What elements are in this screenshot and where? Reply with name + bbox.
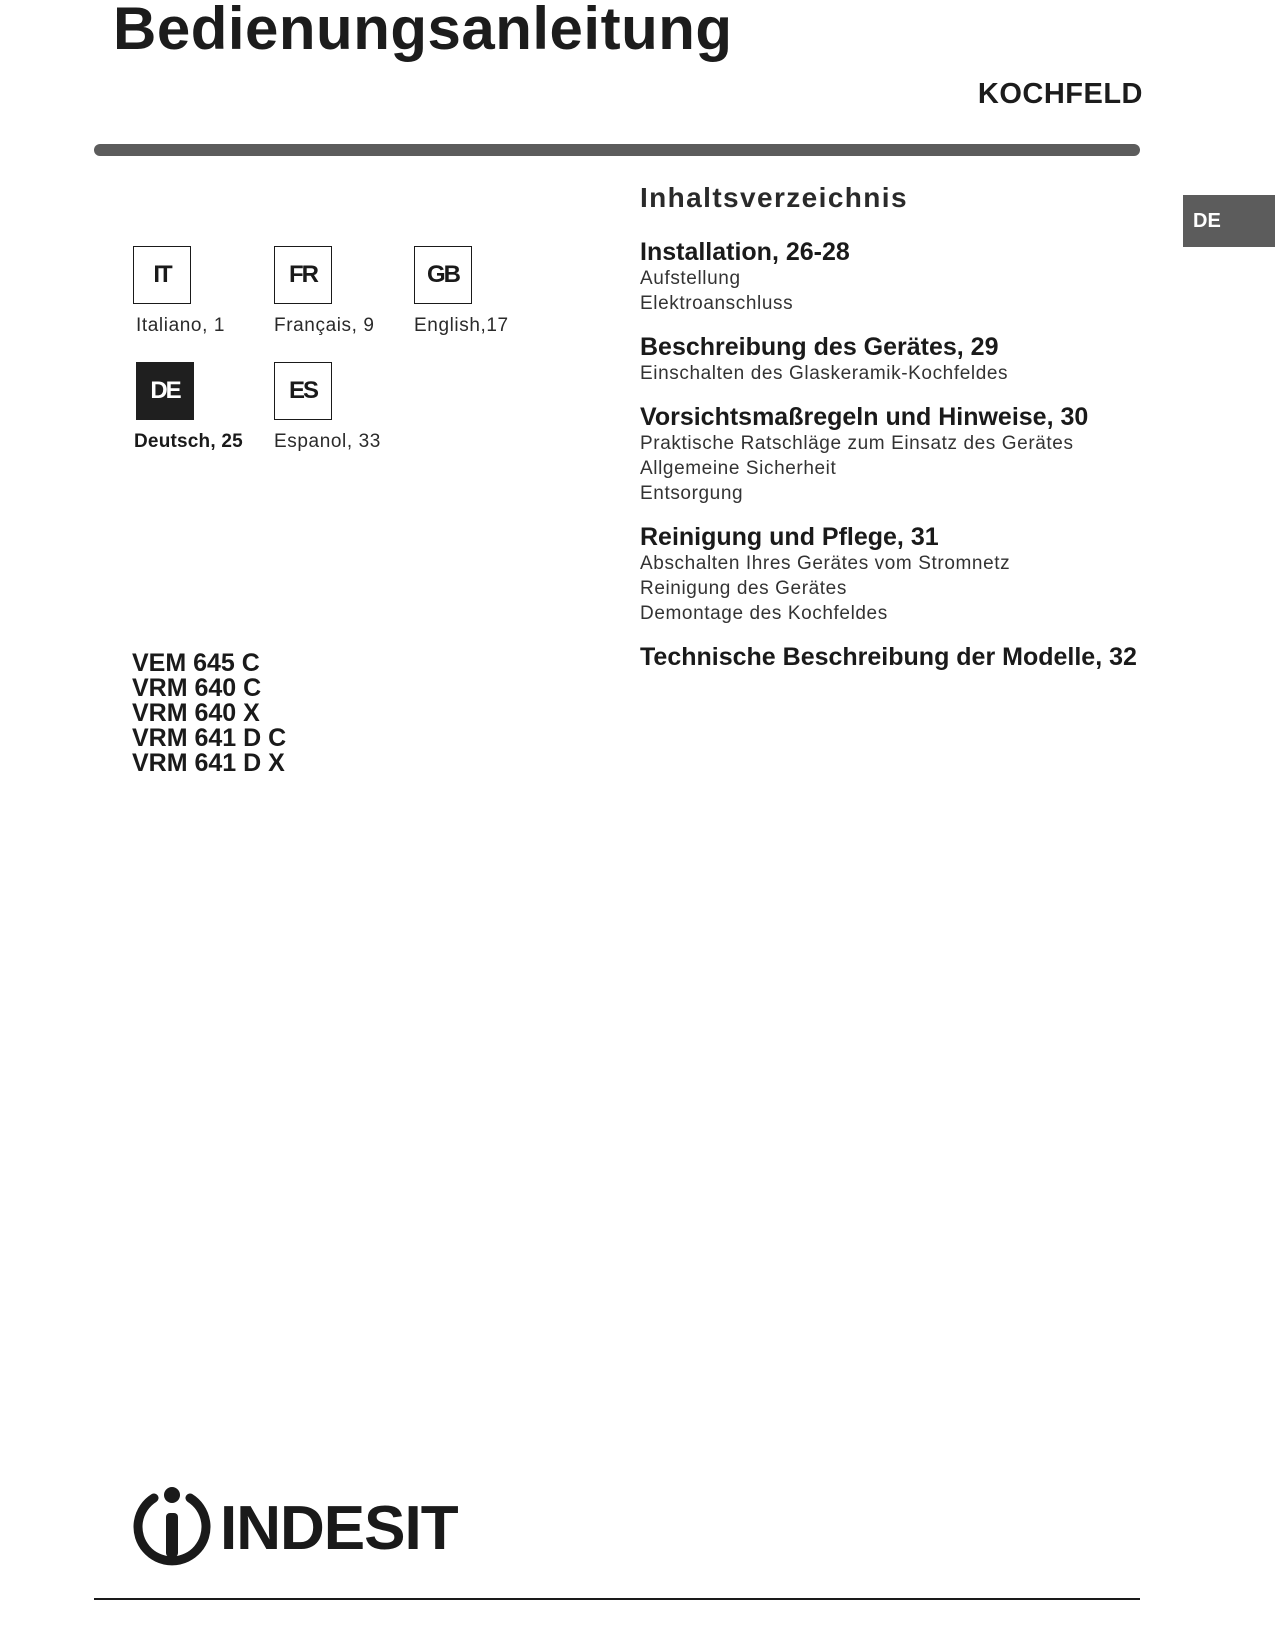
toc-subitem: Demontage des Kochfeldes [640,603,888,624]
brand-logo [130,1485,458,1571]
language-gb-button[interactable]: GB [414,246,472,304]
header-divider [94,144,1140,156]
model-name: VRM 641 D C [132,724,287,752]
toc-section-title[interactable]: Installation, 26-28 [640,238,850,266]
language-de-button[interactable]: DE [136,362,194,420]
toc-section-title[interactable]: Beschreibung des Gerätes, 29 [640,333,999,361]
toc-subitem: Allgemeine Sicherheit [640,458,837,479]
table-of-contents [640,182,1180,688]
language-es-button[interactable]: ES [274,362,332,420]
indesit-i-icon [130,1486,214,1570]
toc-subitem: Abschalten Ihres Gerätes vom Stromnetz [640,553,1011,574]
language-it-label[interactable]: Italiano, 1 [136,315,225,336]
language-es-label[interactable]: Espanol, 33 [274,431,381,452]
language-de-label[interactable]: Deutsch, 25 [134,431,243,452]
current-language-tab: DE [1183,195,1275,247]
model-name: VRM 640 C [132,674,262,702]
toc-section-title[interactable]: Technische Beschreibung der Modelle, 32 [640,643,1137,671]
toc-section-technical [640,643,1180,671]
model-name: VEM 645 C [132,649,260,677]
language-gb-label[interactable]: English,17 [414,315,509,336]
toc-section-installation [640,238,1180,316]
toc-subitem: Reinigung des Gerätes [640,578,847,599]
footer-divider [94,1598,1140,1600]
language-fr-button[interactable]: FR [274,246,332,304]
model-list [132,651,286,776]
language-fr-label[interactable]: Français, 9 [274,315,375,336]
model-name: VRM 640 X [132,699,260,727]
toc-subitem: Entsorgung [640,483,744,504]
language-it-button[interactable]: IT [133,246,191,304]
toc-subitem: Elektroanschluss [640,293,794,314]
toc-subitem: Einschalten des Glaskeramik-Kochfeldes [640,363,1009,384]
product-type: KOCHFELD [977,78,1143,110]
toc-section-precautions [640,403,1180,506]
page-title: Bedienungsanleitung [113,0,733,62]
toc-subitem: Praktische Ratschläge zum Einsatz des Gerätes [640,433,1074,454]
model-name: VRM 641 D X [132,749,285,777]
brand-name: INDESIT [220,1493,458,1563]
toc-section-title[interactable]: Vorsichtsmaßregeln und Hinweise, 30 [640,403,1089,431]
toc-section-description [640,333,1180,386]
toc-subitem: Aufstellung [640,268,741,289]
toc-heading: Inhaltsverzeichnis [640,182,908,213]
toc-section-title[interactable]: Reinigung und Pflege, 31 [640,523,939,551]
toc-section-cleaning [640,523,1180,626]
